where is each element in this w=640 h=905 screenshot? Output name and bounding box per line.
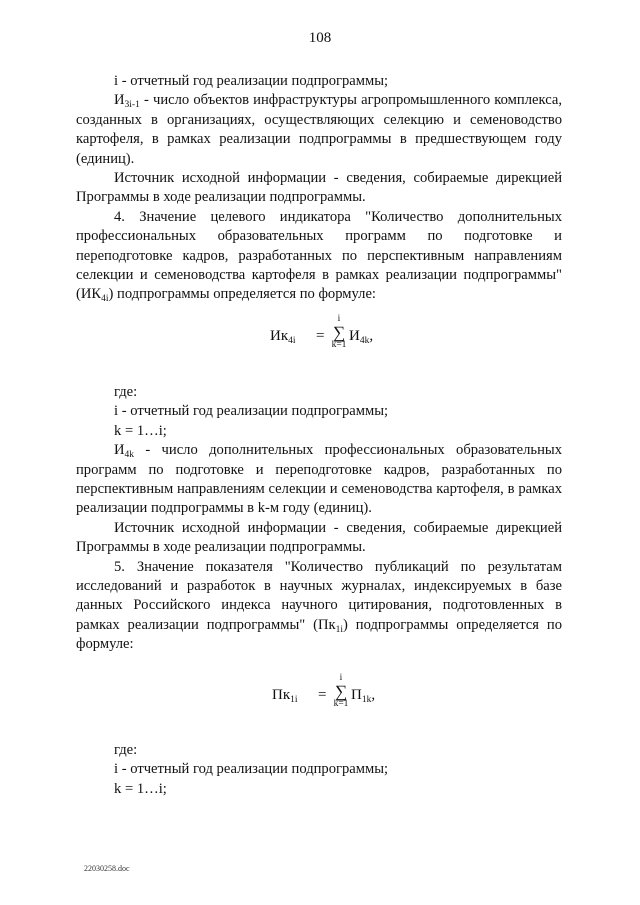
formula-1-rhs: $И_{4k}$, bbox=[349, 328, 374, 346]
source-paragraph-1: Источник исходной информации - сведения, собираемые дирекцией Программы в ходе реализации подпрограммы. bbox=[76, 170, 562, 206]
formula-2-sum: i ∑ k=1 bbox=[333, 673, 349, 709]
item-4-text: 4. Значение целевого индикатора "Количество дополнительных профессиональных образовательных программ по подготовке и переподготовке кадров, разработанных по перспективным направлениям селекции и семеноводства картофеля в рамках реализации подпрограммы" (ИК bbox=[76, 208, 562, 303]
definition-i: i - отчетный год реализации подпрограммы; bbox=[114, 73, 389, 89]
symbol-i4k-subscript: 4k bbox=[124, 450, 135, 461]
item-4-paragraph bbox=[76, 208, 562, 305]
definition-k-1: k = 1…i; bbox=[114, 422, 167, 439]
definition-i4k bbox=[76, 441, 562, 519]
formula-2-rhs: $П_{1k}$, bbox=[351, 687, 376, 705]
item-5-text: 5. Значение показателя "Количество публикаций по результатам исследований и разработок в научных журналах, индексируемых в базе данных Российского индекса научного цитирования, подготовленных в рамках реализации подпрограммы" (Пк bbox=[76, 558, 562, 633]
text-block-3 bbox=[76, 741, 562, 799]
definition-i3 bbox=[76, 91, 562, 169]
symbol-i3: И bbox=[114, 92, 125, 109]
item-4-text-end: ) подпрограммы определяется по формуле: bbox=[108, 286, 376, 303]
definition-i-2: i - отчетный год реализации подпрограммы; bbox=[114, 403, 389, 420]
formula-1-equals: = bbox=[316, 328, 325, 344]
definition-i4k-text: - число дополнительных профессиональных образовательных программ по подготовке и переподготовке кадров, разработанных по перспективным направлениям селекции и семеноводства картофеля, в рамках реализации подпрограммы в k-м году (единиц). bbox=[76, 442, 562, 517]
item-4-subscript: 4i bbox=[101, 294, 109, 305]
text-block-1 bbox=[76, 72, 562, 305]
definition-k-2: k = 1…i; bbox=[114, 780, 167, 797]
source-paragraph-2: Источник исходной информации - сведения, собираемые дирекцией Программы в ходе реализации подпрограммы. bbox=[76, 519, 562, 556]
item-5-text-end: ) подпрограммы определяется по формуле: bbox=[76, 616, 562, 653]
formula-2-equals: = bbox=[318, 687, 327, 703]
item-5-paragraph bbox=[76, 558, 562, 655]
symbol-i4k: И bbox=[114, 442, 125, 459]
where-label-1: где: bbox=[114, 384, 138, 400]
formula-1-lhs: $Ик_{4i}$ bbox=[270, 328, 296, 346]
page-number: 108 bbox=[308, 30, 332, 46]
text-block-2 bbox=[76, 383, 562, 655]
formula-2-lhs: $Пк_{1i}$ bbox=[272, 687, 298, 705]
footer-filename: 22030258.doc bbox=[84, 864, 130, 873]
symbol-i3-subscript: 3i-1 bbox=[124, 100, 140, 111]
where-label-2: где: bbox=[114, 742, 138, 758]
item-5-subscript: 1i bbox=[335, 624, 344, 635]
formula-1-sum: i ∑ k=1 bbox=[331, 314, 347, 350]
definition-i-3: i - отчетный год реализации подпрограммы; bbox=[114, 761, 389, 778]
definition-i3-text: - число объектов инфраструктуры агропромышленного комплекса, созданных в организациях, осуществляющих селекцию и семеноводство картофеля, в рамках реализации подпрограммы в предшествующем году (единиц). bbox=[76, 92, 562, 167]
formula-ik4i bbox=[270, 314, 400, 362]
formula-pk1i bbox=[272, 673, 402, 721]
